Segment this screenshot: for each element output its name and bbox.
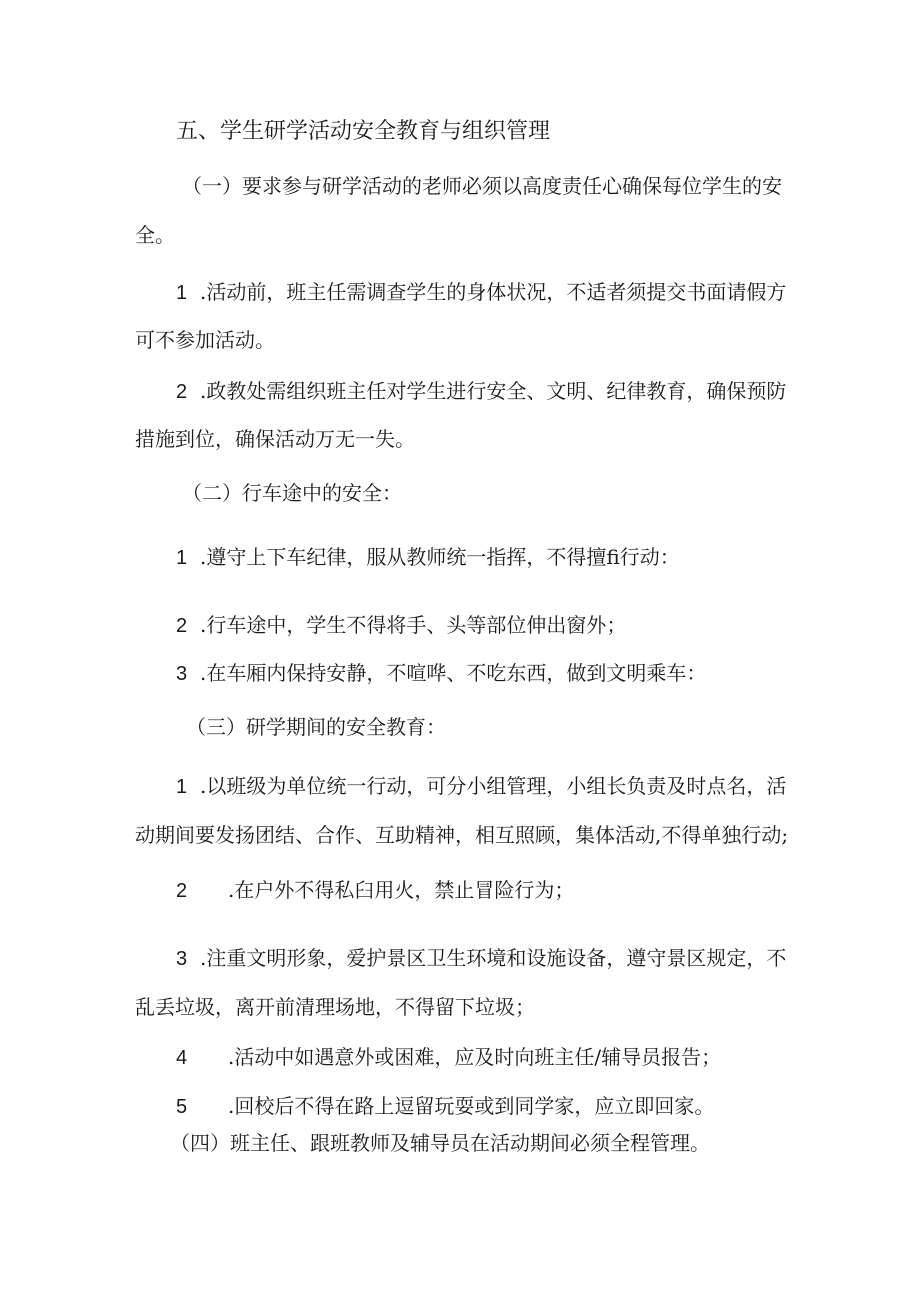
section-title: 五、学生研学活动安全教育与组织管理	[176, 119, 551, 144]
item-number: 1	[176, 547, 188, 569]
part3-item-1-cont: 动期间要发扬团结、合作、互助精神，相互照顾，集体活动,不得单独行动;	[135, 823, 789, 847]
item-number: 5	[176, 1096, 188, 1118]
part2-item-2	[176, 611, 626, 640]
part3-item-3-cont: 乱丢垃圾，离开前清理场地，不得留下垃圾；	[135, 995, 535, 1019]
item-number: 4	[176, 1047, 188, 1069]
part4-title: （四）班主任、跟班教师及辅导员在活动期间必须全程管理。	[170, 1131, 710, 1155]
item-text: .注重文明形象，爱护景区卫生环境和设施设备，遵守景区规定，不	[200, 946, 787, 970]
item-number: 2	[176, 381, 188, 403]
item-number: 3	[176, 948, 188, 970]
item-text: .活动中如遇意外或困难，应及时向班主任/辅导员报告；	[228, 1045, 722, 1069]
item-text: .政教处需组织班主任对学生进行安全、文明、纪律教育，确保预防	[200, 379, 787, 403]
item-text: .在户外不得私臼用火，禁止冒险行为；	[228, 878, 575, 902]
item-number: 2	[176, 880, 188, 902]
item-text: .行车途中，学生不得将手、头等部位伸出窗外；	[200, 613, 627, 637]
part3-item-2	[176, 876, 574, 905]
part1-title-cont: 全。	[135, 223, 175, 247]
part1-item-2-cont: 措施到位，确保活动万无一失。	[135, 427, 415, 451]
item-text: .以班级为单位统一行动，可分小组管理，小组长负责及时点名，活	[200, 774, 787, 798]
item-text: .遵守上下车纪律，服从教师统一指挥，不得擅fi行动：	[200, 545, 680, 569]
item-number: 2	[176, 615, 188, 637]
part3-item-1	[176, 772, 786, 801]
item-number: 1	[176, 282, 188, 304]
part3-item-5	[176, 1092, 714, 1121]
item-number: 3	[176, 663, 188, 685]
item-text: .活动前，班主任需调查学生的身体状况，不适者须提交书面请假方	[200, 280, 787, 304]
part1-title: （一）要求参与研学活动的老师必须以高度责任心确保每位学生的安	[182, 174, 782, 198]
item-number: 1	[176, 776, 188, 798]
part1-item-1	[176, 278, 786, 307]
part3-title: （三）研学期间的安全教育：	[186, 715, 446, 739]
part3-item-4	[176, 1043, 721, 1072]
part2-item-1	[176, 543, 680, 572]
part3-item-3	[176, 944, 786, 973]
part2-title: （二）行车途中的安全：	[182, 481, 402, 505]
part1-item-2	[176, 377, 786, 406]
item-text: .回校后不得在路上逗留玩耍或到同学家，应立即回家。	[228, 1094, 715, 1118]
part1-item-1-cont: 可不参加活动。	[135, 328, 275, 352]
item-text: .在车厢内保持安静，不喧哗、不吃东西，做到文明乘车：	[200, 661, 707, 685]
part2-item-3	[176, 659, 706, 688]
